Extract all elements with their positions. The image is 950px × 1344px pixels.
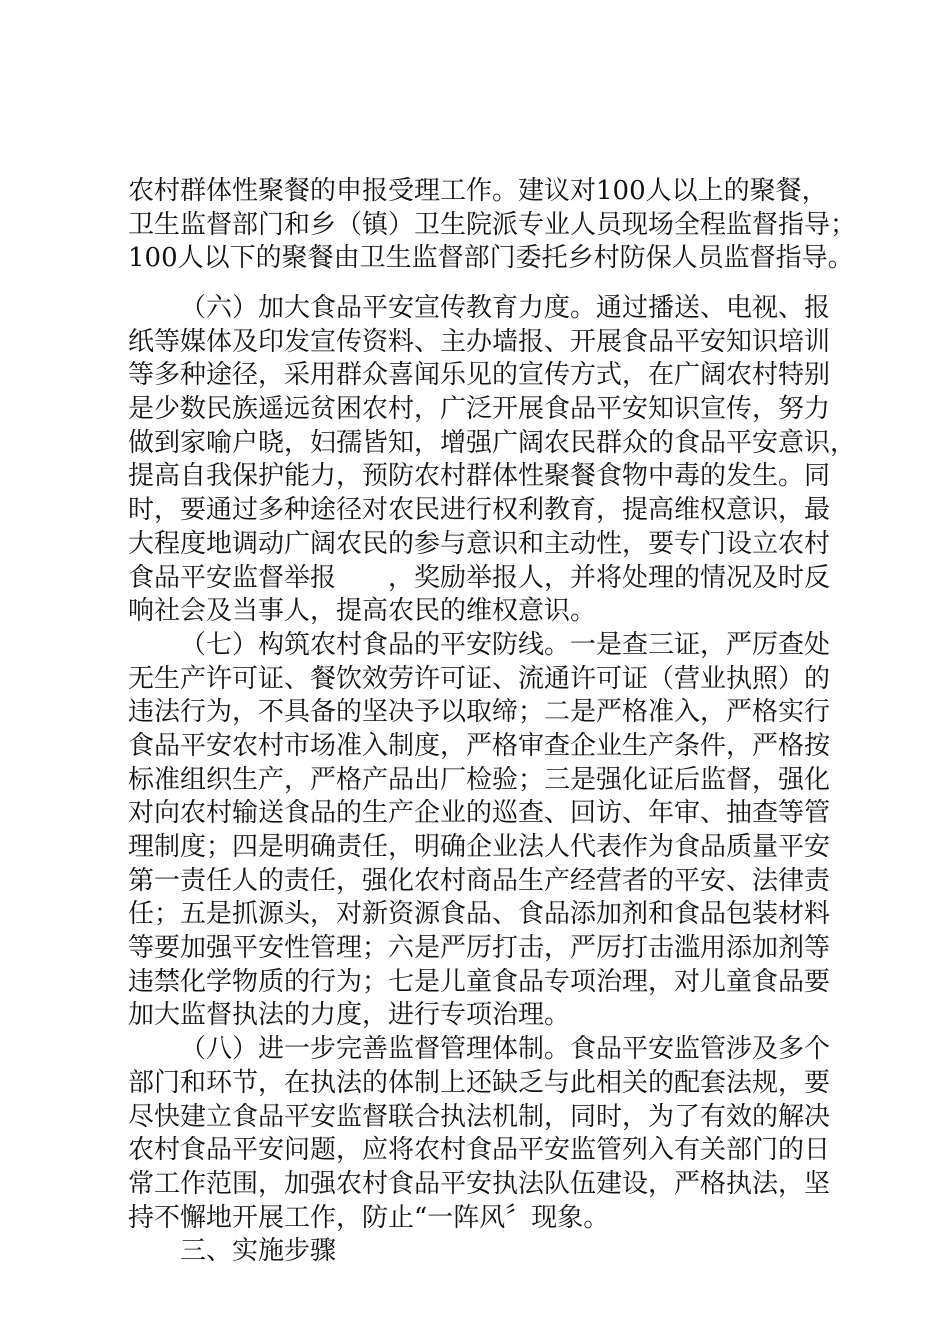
section-heading: 三、实施步骤 — [180, 1236, 337, 1267]
text-line: 时，要通过多种途径对农民进行权利教育，提高维权意识，最 — [128, 495, 831, 526]
text-line: 尽快建立食品平安监督联合执法机制，同时，为了有效的解决 — [128, 1101, 831, 1132]
text-line: 做到家喻户晓，妇孺皆知，增强广阔农民群众的食品平安意识， — [128, 427, 857, 458]
text-line: 违法行为，不具备的坚决予以取缔；二是严格准入，严格实行 — [128, 697, 831, 728]
text-line: （七）构筑农村食品的平安防线。一是查三证，严厉查处 — [180, 629, 831, 660]
text-line: 持不懈地开展工作，防止“一阵风〞现象。 — [128, 1202, 610, 1233]
text-line: 是少数民族遥远贫困农村，广泛开展食品平安知识宣传，努力 — [128, 394, 831, 425]
text-line: 等多种途径，采用群众喜闻乐见的宣传方式，在广阔农村特别 — [128, 360, 831, 391]
paragraph-6 — [128, 292, 857, 629]
paragraph-8 — [128, 1033, 848, 1235]
text-line: 加大监督执法的力度，进行专项治理。 — [128, 1000, 571, 1031]
text-line: 食品平安农村市场准入制度，严格审查企业生产条件，严格按 — [128, 730, 831, 761]
text-line: 大程度地调动广阔农民的参与意识和主动性，要专门设立农村 — [128, 528, 831, 559]
text-line: 第一责任人的责任，强化农村商品生产经营者的平安、法律责 — [128, 865, 831, 896]
text-line: 响社会及当事人，提高农民的维权意识。 — [128, 596, 597, 627]
text-line: 卫生监督部门和乡（镇）卫生院派专业人员现场全程监督指导； — [128, 209, 857, 240]
text-line: 提高自我保护能力，预防农村群体性聚餐食物中毒的发生。同 — [128, 461, 831, 492]
continuation-paragraph — [128, 175, 857, 276]
text-line: 100人以下的聚餐由卫生监督部门委托乡村防保人员监督指导。 — [128, 243, 854, 274]
text-line: 纸等媒体及印发宣传资料、主办墙报、开展食品平安知识培训 — [128, 326, 831, 357]
text-line: 无生产许可证、餐饮效劳许可证、流通许可证（营业执照）的 — [128, 663, 831, 694]
text-line: 常工作范围，加强农村食品平安执法队伍建设，严格执法，坚 — [128, 1168, 831, 1199]
text-line: 食品平安监督举报 ，奖励举报人，并将处理的情况及时反 — [128, 562, 831, 593]
text-line: 农村群体性聚餐的申报受理工作。建议对100人以上的聚餐， — [128, 176, 828, 206]
text-line: 农村食品平安问题，应将农村食品平安监管列入有关部门的日 — [128, 1135, 831, 1166]
text-line: 部门和环节，在执法的体制上还缺乏与此相关的配套法规，要 — [128, 1067, 831, 1098]
body-text — [128, 292, 857, 1269]
text-line: （八）进一步完善监督管理体制。食品平安监管涉及多个 — [180, 1034, 831, 1065]
text-line: 对向农村输送食品的生产企业的巡查、回访、年审、抽查等管 — [128, 798, 831, 829]
text-line: 标准组织生产，严格产品出厂检验；三是强化证后监督，强化 — [128, 764, 831, 795]
paragraph-7 — [128, 629, 848, 1033]
text-line: 等要加强平安性管理；六是严厉打击，严厉打击滥用添加剂等 — [128, 933, 831, 964]
text-line: 违禁化学物质的行为；七是儿童食品专项治理，对儿童食品要 — [128, 966, 831, 997]
text-line: 理制度；四是明确责任，明确企业法人代表作为食品质量平安 — [128, 832, 831, 862]
text-line: 任；五是抓源头，对新资源食品、食品添加剂和食品包装材料 — [128, 899, 831, 930]
text-line: （六）加大食品平安宣传教育力度。通过播送、电视、报 — [180, 293, 831, 323]
